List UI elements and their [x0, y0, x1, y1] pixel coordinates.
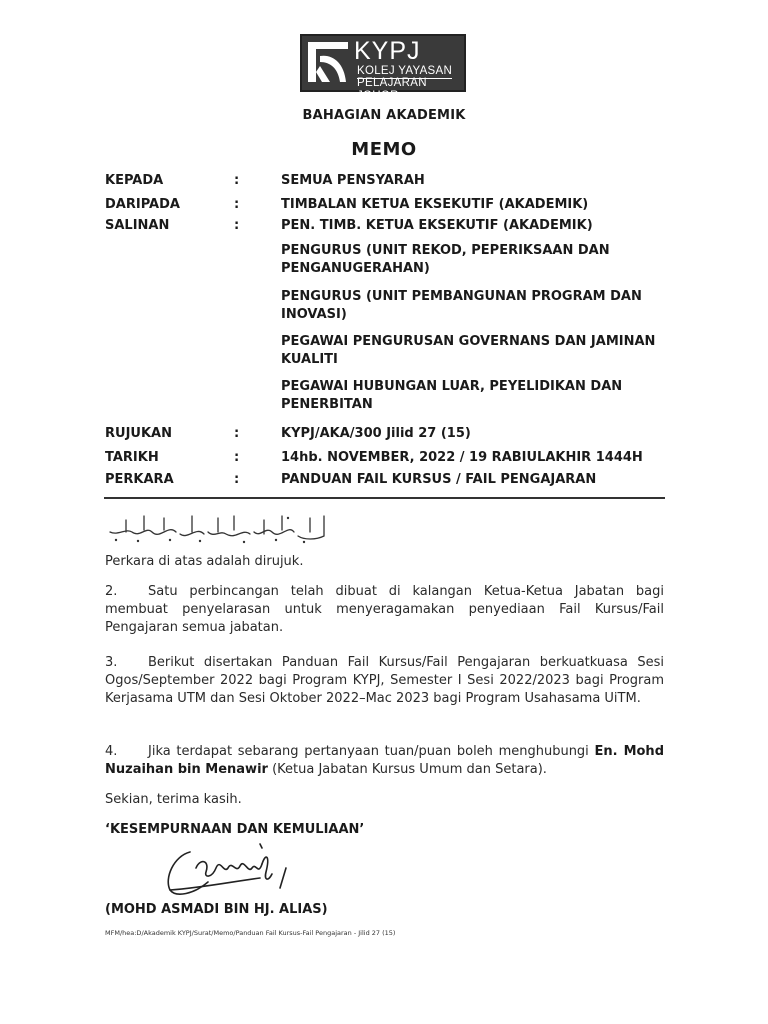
- daripada-value: TIMBALAN KETUA EKSEKUTIF (AKADEMIK): [281, 197, 589, 212]
- salinan-colon: :: [234, 218, 240, 233]
- paragraph-3-text: Berikut disertakan Panduan Fail Kursus/Fail Pengajaran berkuatkuasa Sesi Ogos/September 2022 bagi Program KYPJ, Semester I Sesi 2022/2023 bagi Program Kerjasama UTM dan Sesi Oktober 2022–Mac 2023 bagi Program Usahasama UiTM.: [105, 655, 664, 706]
- paragraph-2-text: Satu perbincangan telah dibuat di kalangan Ketua-Ketua Jabatan bagi membuat penyelarasan untuk menyeragamakan penyediaan Fail Kursus/Fail Pengajaran semua jabatan.: [105, 584, 664, 635]
- header-divider: [104, 497, 665, 499]
- signer-name: (MOHD ASMADI BIN HJ. ALIAS): [105, 902, 328, 917]
- tarikh-value: 14hb. NOVEMBER, 2022 / 19 RABIULAKHIR 1444H: [281, 450, 643, 465]
- salinan-value-1: PEN. TIMB. KETUA EKSEKUTIF (AKADEMIK): [281, 218, 593, 233]
- paragraph-3-number: 3.: [105, 655, 118, 670]
- salinan-value-4: PEGAWAI PENGURUSAN GOVERNANS DAN JAMINAN KUALITI: [281, 334, 656, 367]
- kypj-emblem-icon: [302, 36, 354, 90]
- opening-line: Perkara di atas adalah dirujuk.: [105, 554, 304, 569]
- rujukan-value: KYPJ/AKA/300 Jilid 27 (15): [281, 426, 471, 441]
- paragraph-4-number: 4.: [105, 744, 118, 759]
- perkara-value: PANDUAN FAIL KURSUS / FAIL PENGAJARAN: [281, 472, 597, 487]
- motto: ‘KESEMPURNAAN DAN KEMULIAAN’: [105, 822, 365, 837]
- perkara-label: PERKARA: [105, 472, 174, 487]
- paragraph-4-text-post: (Ketua Jabatan Kursus Umum dan Setara).: [267, 762, 547, 777]
- paragraph-2: [105, 583, 664, 637]
- closing-line: Sekian, terima kasih.: [105, 792, 242, 807]
- paragraph-4: [105, 743, 664, 779]
- salinan-value-3: PENGURUS (UNIT PEMBANGUNAN PROGRAM DAN INOVASI): [281, 289, 642, 322]
- salinan-value-5: PEGAWAI HUBUNGAN LUAR, PEYELIDIKAN DAN PENERBITAN: [281, 379, 623, 412]
- rujukan-colon: :: [234, 426, 240, 441]
- memo-title: MEMO: [351, 139, 417, 160]
- daripada-colon: :: [234, 197, 240, 212]
- kepada-value: SEMUA PENSYARAH: [281, 173, 425, 188]
- daripada-label: DARIPADA: [105, 197, 180, 212]
- logo-text: KYPJ: [354, 37, 421, 65]
- kepada-colon: :: [234, 173, 240, 188]
- logo-line-1: KOLEJ YAYASAN: [357, 65, 453, 77]
- department-heading: BAHAGIAN AKADEMIK: [302, 108, 466, 123]
- paragraph-2-number: 2.: [105, 584, 118, 599]
- salinan-label: SALINAN: [105, 218, 170, 233]
- rujukan-label: RUJUKAN: [105, 426, 172, 441]
- salam-calligraphy-icon: [104, 510, 334, 546]
- signature-icon: [160, 838, 300, 902]
- salinan-value-2: PENGURUS (UNIT REKOD, PEPERIKSAAN DAN PENGANUGERAHAN): [281, 243, 610, 276]
- reference-footer: MFM/hea:D/Akademik KYPJ/Surat/Memo/Panduan Fail Kursus-Fail Pengajaran - Jilid 27 (15): [105, 929, 396, 937]
- tarikh-label: TARIKH: [105, 450, 159, 465]
- tarikh-colon: :: [234, 450, 240, 465]
- kypj-logo: [300, 34, 466, 102]
- contact-person-name: En. Mohd Nuzaihan bin Menawir: [105, 744, 664, 777]
- paragraph-4-text-pre: Jika terdapat sebarang pertanyaan tuan/puan boleh menghubungi: [148, 744, 595, 759]
- perkara-colon: :: [234, 472, 240, 487]
- kepada-label: KEPADA: [105, 173, 164, 188]
- logo-line-2: PELAJARAN JOHOR: [357, 77, 464, 104]
- paragraph-3: [105, 654, 664, 708]
